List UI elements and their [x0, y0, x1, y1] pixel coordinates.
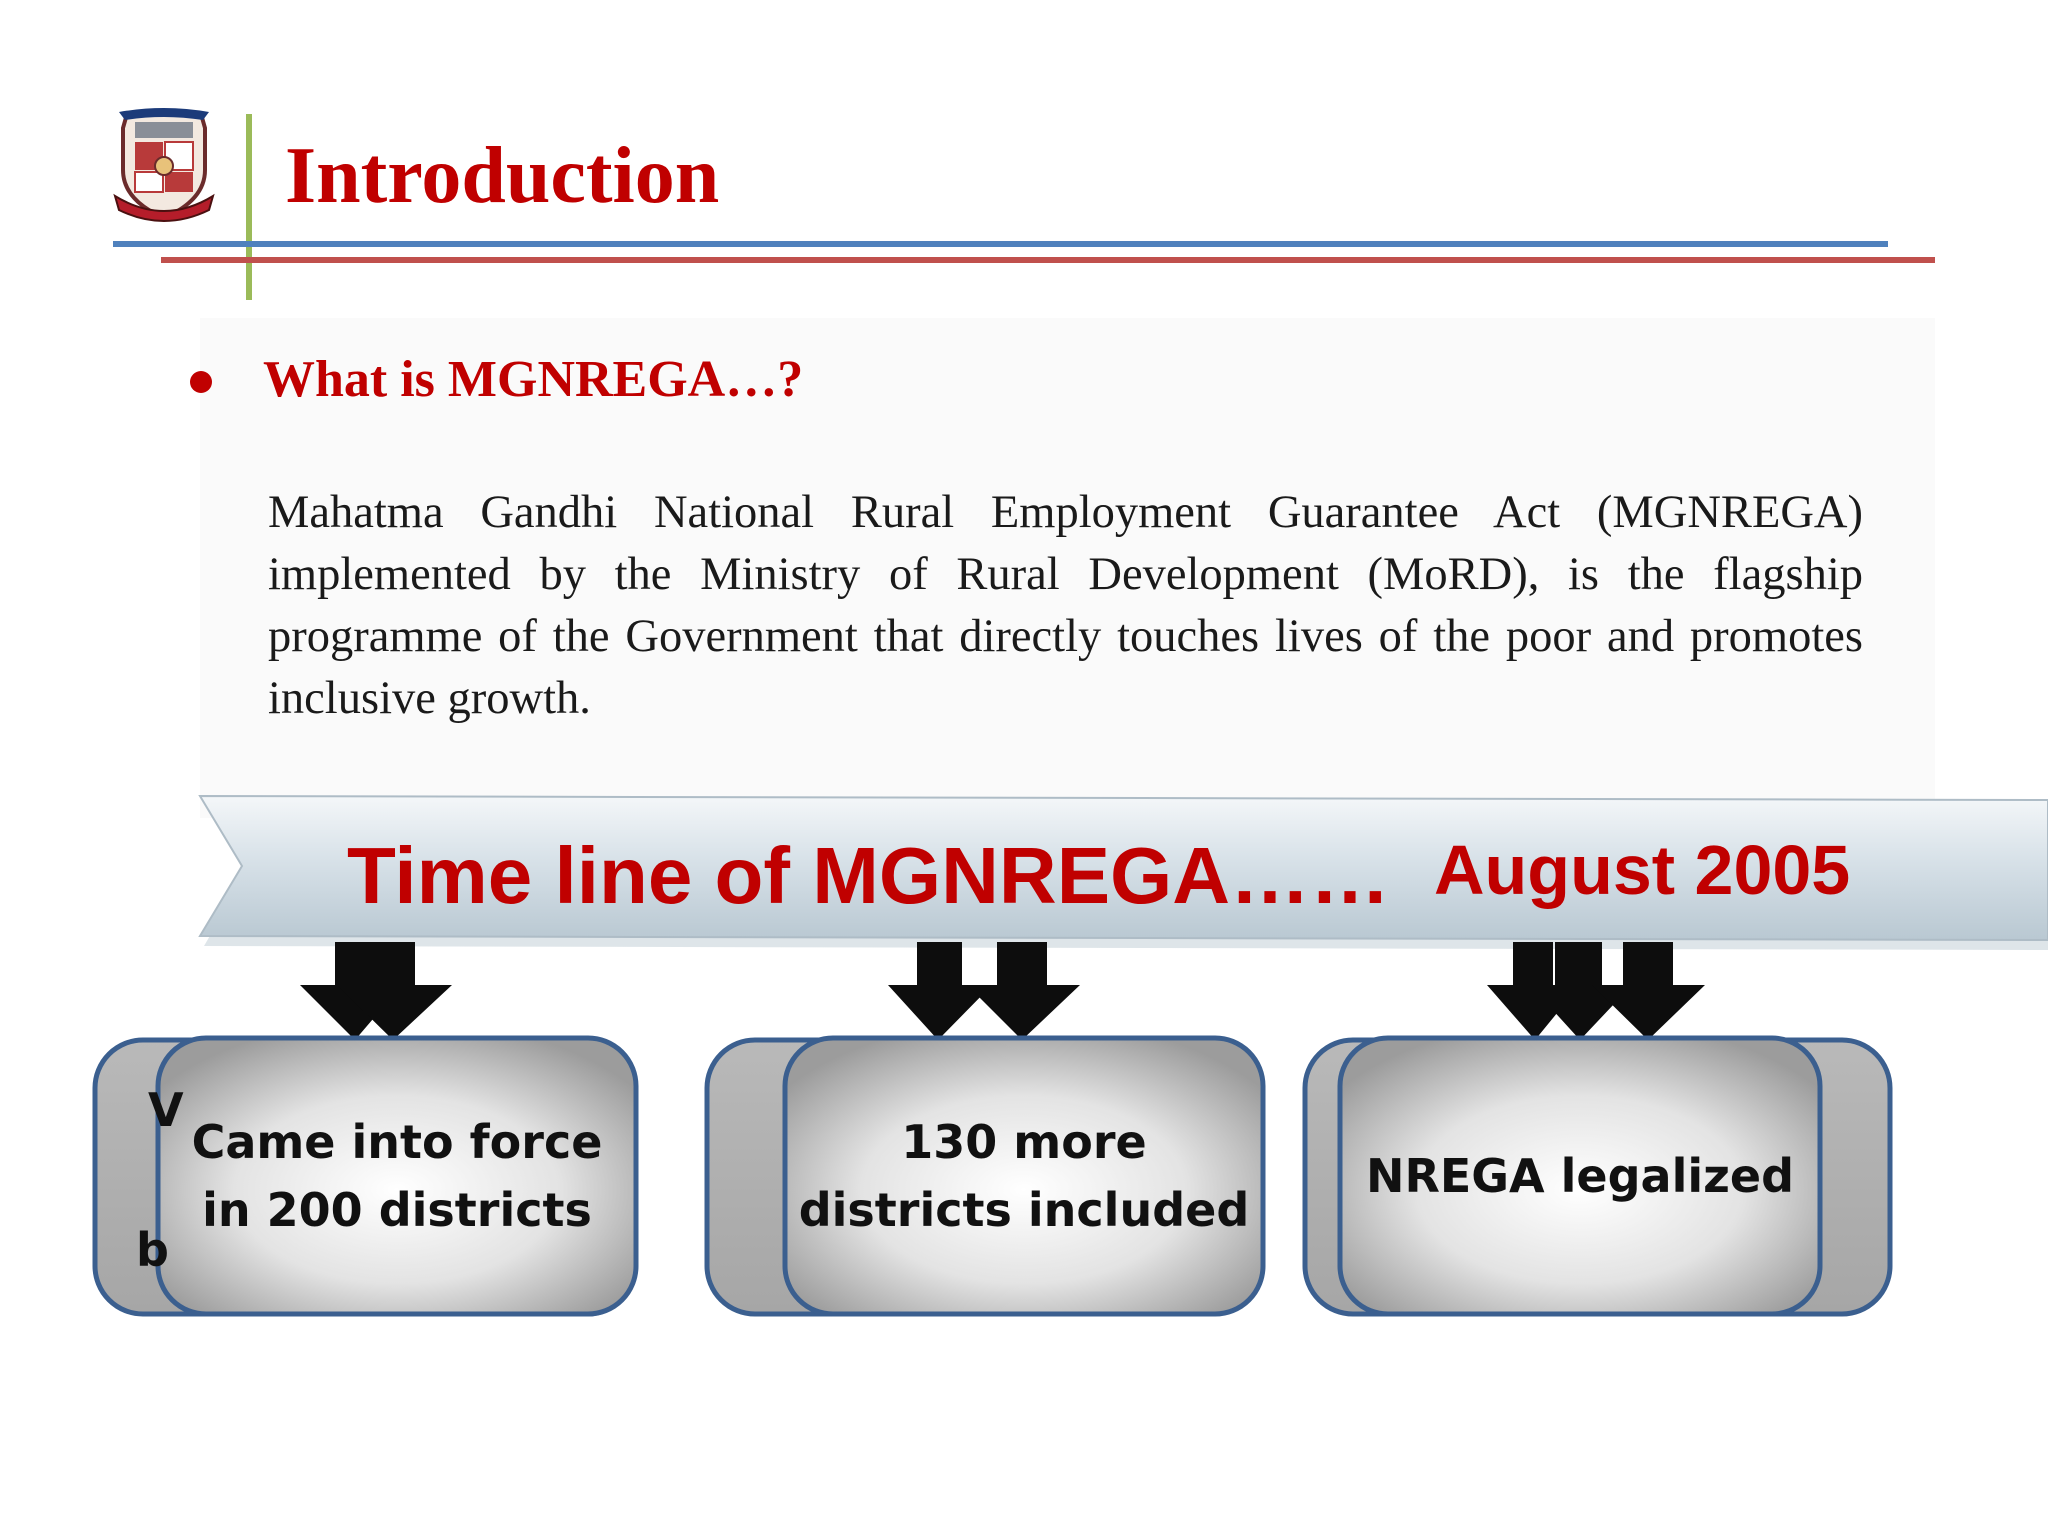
down-arrow-icon — [1487, 942, 1705, 1040]
card-line: districts included — [798, 1183, 1250, 1237]
hidden-card-fragment: V — [148, 1083, 184, 1137]
hidden-card-fragment: b — [136, 1223, 169, 1277]
page-title: Introduction — [285, 132, 720, 220]
card-line: Came into force — [191, 1115, 603, 1169]
card-line: NREGA legalized — [1365, 1149, 1795, 1203]
timeline-date: August 2005 — [1434, 831, 1851, 909]
card-line: in 200 districts — [202, 1183, 592, 1237]
bullet-heading: What is MGNREGA…? — [263, 351, 804, 408]
intro-paragraph: Mahatma Gandhi National Rural Employment Guarantee Act (MGNREGA) implemented by the Ministry of Rural Development (MoRD), is the flagship programme of the Government that directly touches lives of the poor and promotes inclusive growth. — [268, 487, 1863, 724]
timeline-title: Time line of MGNREGA…… — [347, 831, 1391, 920]
down-arrow-icon — [300, 942, 452, 1040]
down-arrow-icon — [888, 942, 1080, 1040]
card-line: 130 more — [901, 1115, 1147, 1169]
timeline-card-text — [160, 1040, 634, 1312]
timeline-card-text — [1342, 1040, 1818, 1312]
timeline-card-text — [787, 1040, 1261, 1312]
